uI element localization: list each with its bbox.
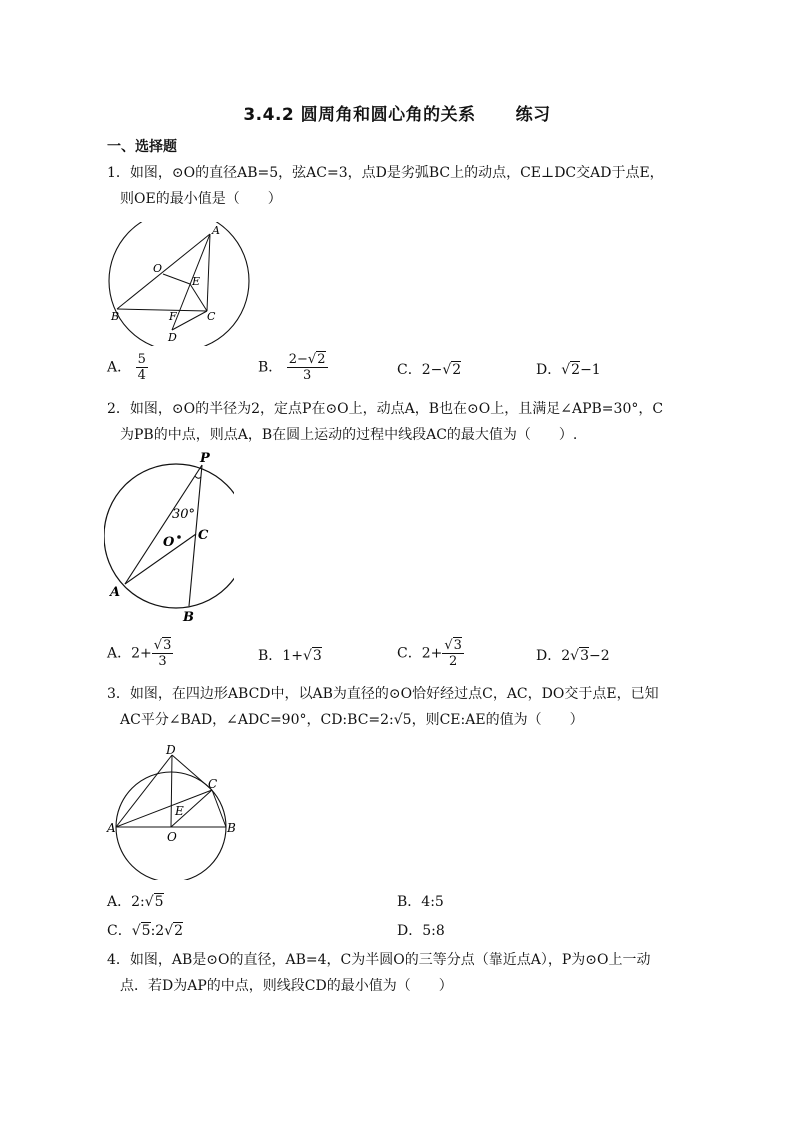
q2-figure [104,450,234,626]
page-title [0,100,794,125]
q1-label-b: B [111,310,120,323]
question-1 [107,160,697,212]
q3-line2: AC平分∠BAD，∠ADC=90°，CD:BC=2:√5，则CE:AE的值为（ ） [120,712,584,728]
q2-option-b[interactable]: B．1+√3 [258,648,322,664]
q2-option-c[interactable]: C．2+ $\frac{√3}{2}$ [397,638,462,669]
q1-figure [104,222,254,346]
q2-option-a[interactable]: A．2+ $\frac{√3}{3}$ [107,638,172,669]
q1-option-b[interactable]: B． $\frac{2-√2}{3}$ [258,352,326,383]
q4-line2: 点．若D为AP的中点，则线段CD的最小值为（ ） [120,978,453,994]
q3-label-e: E [175,804,184,818]
q2-label-o: O [163,535,175,550]
q1-line1: 1．如图，⊙O的直径AB=5，弦AC=3，点D是劣弧BC上的动点，CE⊥DC交AD于点E， [107,165,664,181]
q3-figure [104,740,244,880]
q1-label-o: O [153,262,163,275]
question-3 [107,681,697,733]
q3-label-b: B [227,821,236,835]
question-4 [107,947,697,999]
title-suffix: 练习 [515,105,551,125]
q3-option-b[interactable]: B．4:5 [397,894,444,910]
q3-label-d: D [166,743,176,757]
q3-label-c: C [208,777,218,791]
q3-line1: 3．如图，在四边形ABCD中，以AB为直径的⊙O恰好经过点C，AC，DO交于点E，已知 [107,686,659,702]
q3-option-c[interactable]: C．√5:2√2 [107,923,184,939]
q1-option-c[interactable]: C．2−√2 [397,362,462,378]
q2-label-b: B [183,610,194,625]
q2-label-p: P [200,451,210,466]
q2-option-d[interactable]: D．2√3−2 [536,648,610,664]
q1-label-d: D [168,331,177,344]
q1-option-d[interactable]: D．√2−1 [536,362,601,378]
q1-label-f: F [169,310,177,323]
title-main: 3.4.2 圆周角和圆心角的关系 [243,105,476,125]
section-heading: 一、选择题 [107,139,177,155]
q2-line2: 为PB的中点，则点A，B在圆上运动的过程中线段AC的最大值为（ ）. [120,427,578,443]
q2-label-c: C [198,528,209,543]
q3-label-a: A [107,821,116,835]
q3-option-a[interactable]: A．2:√5 [107,894,164,910]
q1-option-a[interactable]: A． $\frac{5}{4}$ [107,352,146,383]
q2-label-a: A [110,585,121,600]
q1-line2: 则OE的最小值是（ ） [120,191,282,207]
q2-line1: 2．如图，⊙O的半径为2，定点P在⊙O上，动点A，B也在⊙O上，且满足∠APB=30°，C [107,401,664,417]
q3-option-d[interactable]: D．5:8 [397,923,445,939]
q2-label-angle: 30° [172,507,196,522]
q4-line1: 4．如图，AB是⊙O的直径，AB=4，C为半圆O的三等分点（靠近点A），P为⊙O上一动 [107,952,651,968]
q3-label-o: O [167,830,177,844]
q1-label-e: E [192,275,201,288]
question-2 [107,396,697,448]
q1-label-a: A [212,224,220,237]
q1-label-c: C [207,310,216,323]
